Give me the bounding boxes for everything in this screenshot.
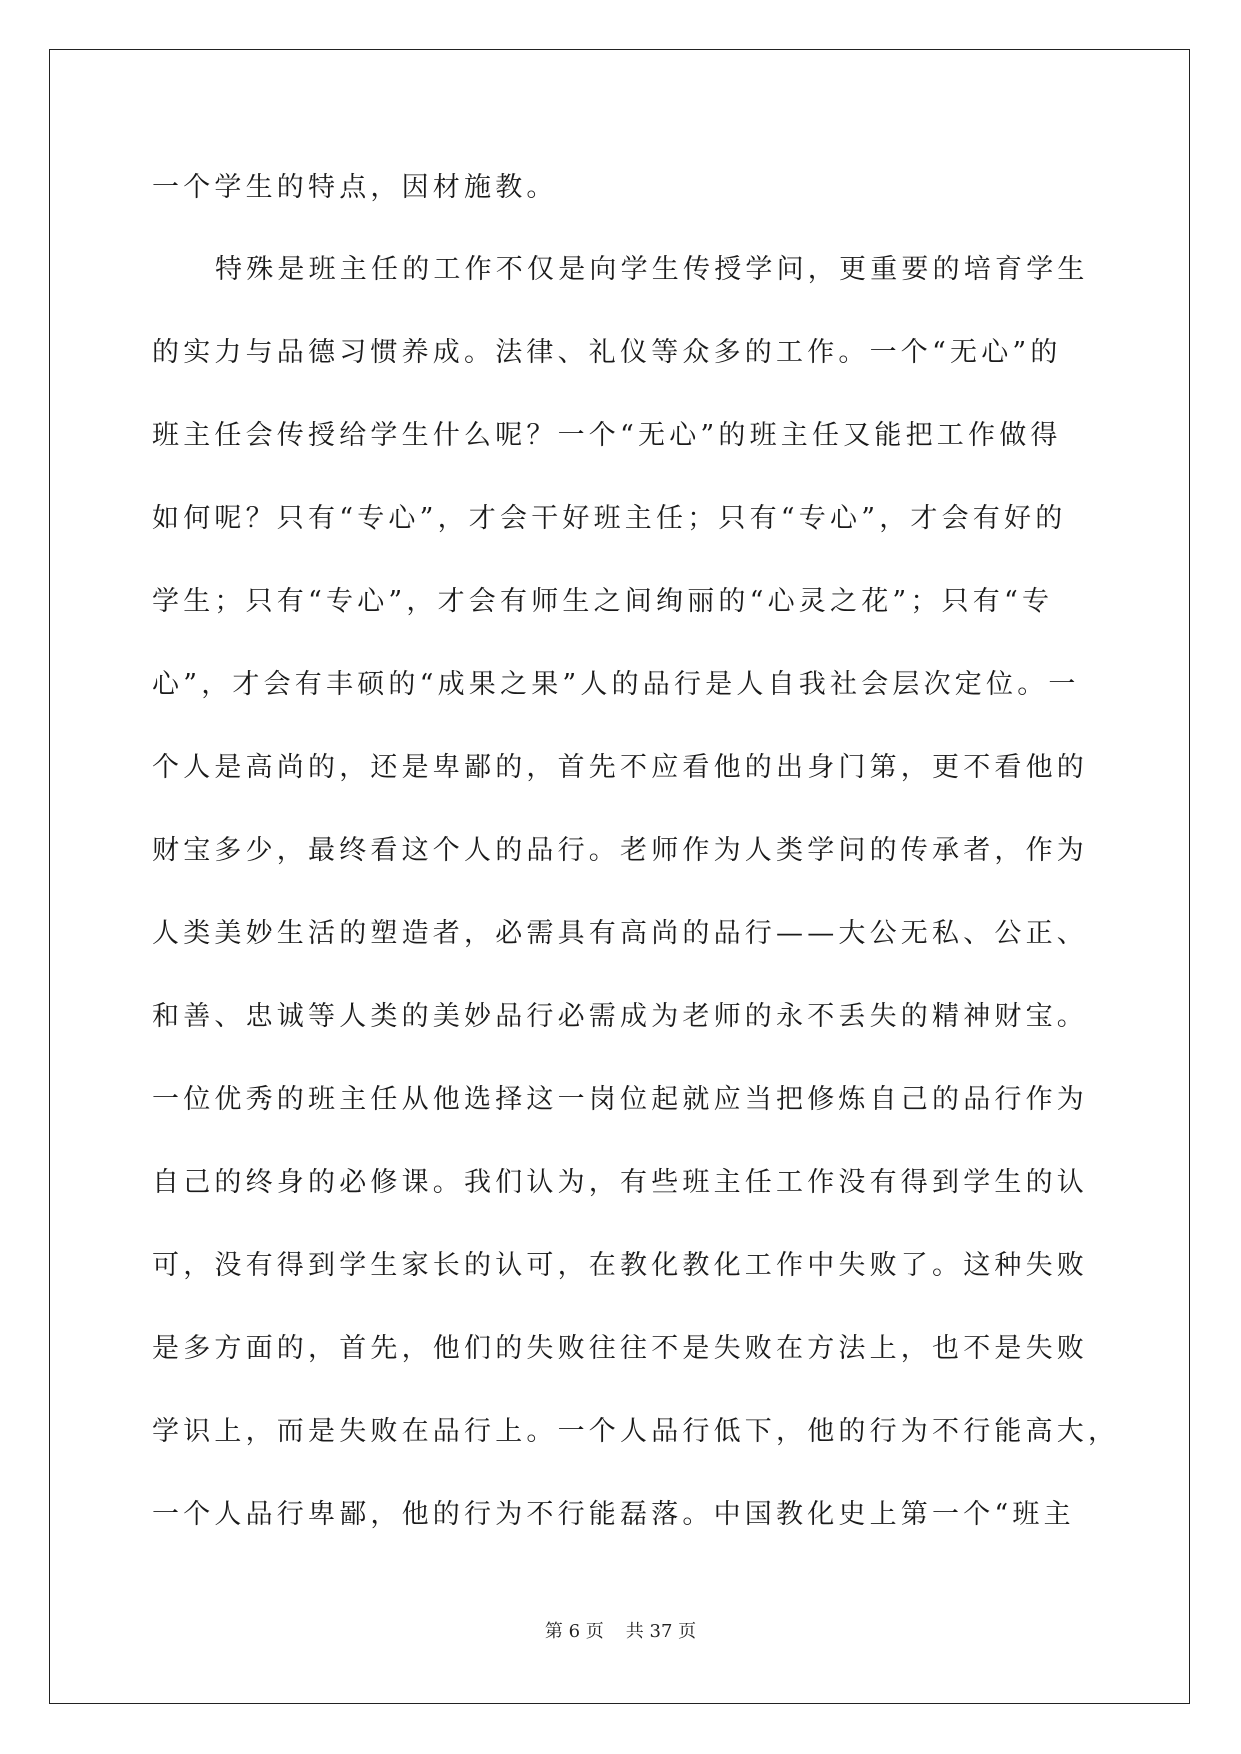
- text-line: 学生；只有“专心”，才会有师生之间绚丽的“心灵之花”；只有“专: [152, 586, 1054, 617]
- text-line: 一个人品行卑鄙，他的行为不行能磊落。中国教化史上第一个“班主: [152, 1499, 1075, 1530]
- text-line: 一位优秀的班主任从他选择这一岗位起就应当把修炼自己的品行作为: [152, 1084, 1088, 1115]
- text-line: 的实力与品德习惯养成。法律、礼仪等众多的工作。一个“无心”的: [152, 337, 1062, 368]
- paragraph-first-line: 特殊是班主任的工作不仅是向学生传授学问，更重要的培育学生: [215, 254, 1089, 285]
- text-line: 一个学生的特点，因材施教。: [152, 172, 558, 203]
- page-border: [49, 49, 1190, 1704]
- page-footer: [0, 1619, 1241, 1645]
- text-line: 是多方面的，首先，他们的失败往往不是失败在方法上，也不是失败: [152, 1333, 1088, 1364]
- page-total: 共 37 页: [625, 1621, 697, 1642]
- text-line: 人类美妙生活的塑造者，必需具有高尚的品行——大公无私、公正、: [152, 918, 1088, 949]
- page-number: 第 6 页: [544, 1621, 604, 1642]
- text-line: 个人是高尚的，还是卑鄙的，首先不应看他的出身门第，更不看他的: [152, 752, 1088, 783]
- text-line: 学识上，而是失败在品行上。一个人品行低下，他的行为不行能高大，: [152, 1416, 1120, 1447]
- text-line: 如何呢？只有“专心”，才会干好班主任；只有“专心”，才会有好的: [152, 503, 1067, 534]
- text-line: 心”，才会有丰硕的“成果之果”人的品行是人自我社会层次定位。一: [152, 669, 1080, 700]
- text-line: 班主任会传授给学生什么呢？一个“无心”的班主任又能把工作做得: [152, 420, 1062, 451]
- text-line: 和善、忠诚等人类的美妙品行必需成为老师的永不丢失的精神财宝。: [152, 1001, 1088, 1032]
- text-line: 财宝多少，最终看这个人的品行。老师作为人类学问的传承者，作为: [152, 835, 1088, 866]
- text-line: 自己的终身的必修课。我们认为，有些班主任工作没有得到学生的认: [152, 1167, 1088, 1198]
- text-line: 可，没有得到学生家长的认可，在教化教化工作中失败了。这种失败: [152, 1250, 1088, 1281]
